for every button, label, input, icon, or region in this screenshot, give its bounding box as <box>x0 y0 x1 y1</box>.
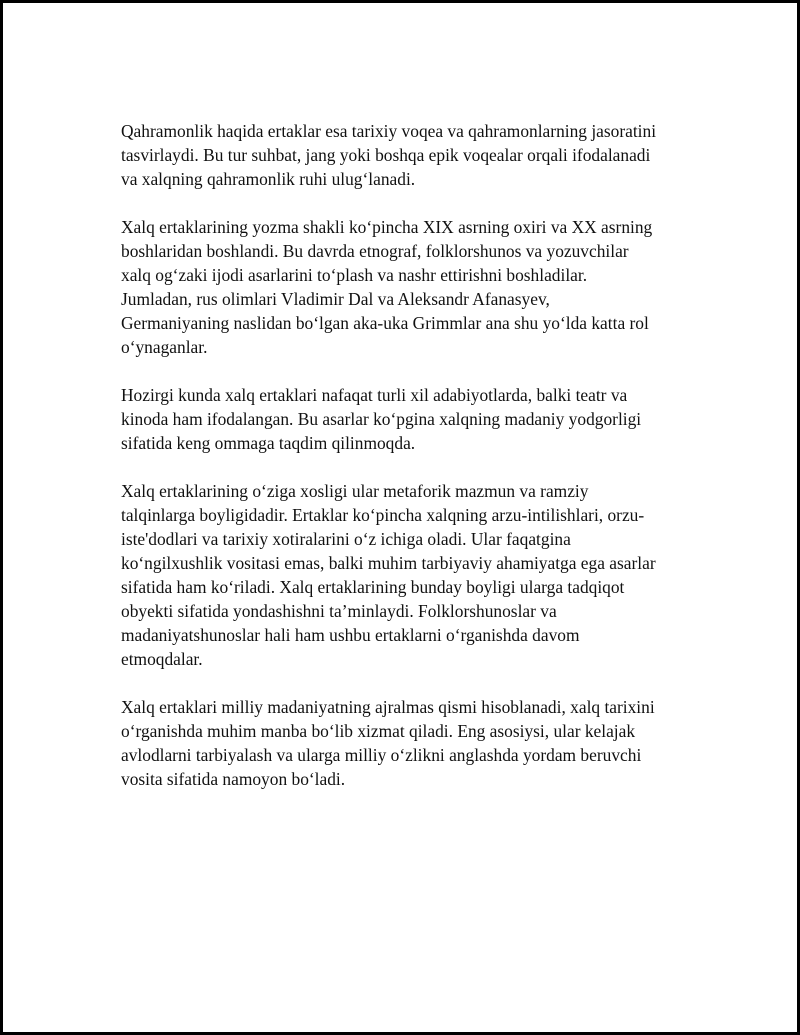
paragraph-4: Xalq ertaklarining o‘ziga xosligi ular metaforik mazmun va ramziy talqinlarga boyligidadir. Ertaklar ko‘pincha xalqning arzu-intilishlari, orzu- iste'dodlari va tarixiy xotiralarini o‘z ichiga oladi. Ular faqatgina ko‘ngilxushlik vositasi emas, balki muhim tarbiyaviy ahamiyatga ega asarlar sifatida ham ko‘riladi. Xalq ertaklarining bunday boyligi ularga tadqiqot obyekti sifatida yondashishni ta’minlaydi. Folklorshunoslar va madaniyatshunoslar hali ham ushbu ertaklarni o‘rganishda davom etmoqdalar. <box>121 481 656 669</box>
paragraph-5: Xalq ertaklari milliy madaniyatning ajralmas qismi hisoblanadi, xalq tarixini o‘rganishda muhim manba bo‘lib xizmat qiladi. Eng asosiysi, ular kelajak avlodlarni tarbiyalash va ularga milliy o‘zlikni anglashda yordam beruvchi vosita sifatida namoyon bo‘ladi. <box>121 697 655 789</box>
paragraph-3: Hozirgi kunda xalq ertaklari nafaqat turli xil adabiyotlarda, balki teatr va kinoda ham ifodalangan. Bu asarlar ko‘pgina xalqning madaniy yodgorligi sifatida keng ommaga taqdim qilinmoqda. <box>121 385 642 453</box>
paragraph-1: Qahramonlik haqida ertaklar esa tarixiy voqea va qahramonlarning jasoratini tasvirlaydi. Bu tur suhbat, jang yoki boshqa epik voqealar orqali ifodalanadi va xalqning qahramonlik ruhi ulug‘lanadi. <box>121 121 657 189</box>
paragraph-2: Xalq ertaklarining yozma shakli ko‘pincha XIX asrning oxiri va XX asrning boshlaridan boshlandi. Bu davrda etnograf, folklorshunos va yozuvchilar xalq og‘zaki ijodi asarlarini to‘plash va nashr ettirishni boshladilar. Jumladan, rus olimlari Vladimir Dal va Aleksandr Afanasyev, Germaniyaning naslidan bo‘lgan aka-uka Grimmlar ana shu yo‘lda katta rol o‘ynaganlar. <box>121 217 653 357</box>
document-body <box>121 119 691 815</box>
